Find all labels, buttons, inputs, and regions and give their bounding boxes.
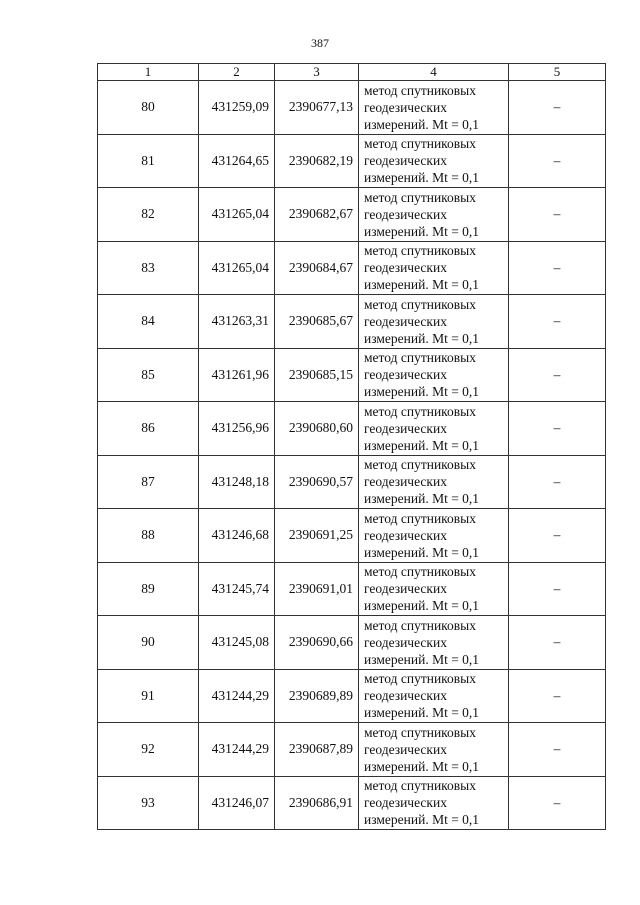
point-number-cell: 85 — [98, 348, 199, 402]
x-coordinate-cell: 431248,18 — [199, 455, 275, 509]
note-cell: – — [509, 669, 606, 723]
y-coordinate-cell: 2390677,13 — [275, 81, 359, 135]
table-row — [98, 81, 606, 135]
y-coordinate-cell: 2390685,67 — [275, 295, 359, 349]
table-row — [98, 134, 606, 188]
note-cell: – — [509, 81, 606, 135]
coordinates-table — [97, 63, 606, 830]
table-row — [98, 455, 606, 509]
note-cell: – — [509, 562, 606, 616]
note-cell: – — [509, 241, 606, 295]
point-number-cell: 87 — [98, 455, 199, 509]
x-coordinate-cell: 431245,08 — [199, 616, 275, 670]
column-header-1: 1 — [98, 64, 199, 81]
x-coordinate-cell: 431246,68 — [199, 509, 275, 563]
y-coordinate-cell: 2390691,25 — [275, 509, 359, 563]
method-description-cell: метод спутниковых геодезических измерений. Mt = 0,1 — [359, 188, 509, 242]
x-coordinate-cell: 431245,74 — [199, 562, 275, 616]
point-number-cell: 88 — [98, 509, 199, 563]
x-coordinate-cell: 431259,09 — [199, 81, 275, 135]
note-cell: – — [509, 188, 606, 242]
point-number-cell: 91 — [98, 669, 199, 723]
note-cell: – — [509, 455, 606, 509]
y-coordinate-cell: 2390690,66 — [275, 616, 359, 670]
table-header-row — [98, 64, 606, 81]
x-coordinate-cell: 431263,31 — [199, 295, 275, 349]
x-coordinate-cell: 431244,29 — [199, 723, 275, 777]
point-number-cell: 92 — [98, 723, 199, 777]
note-cell: – — [509, 295, 606, 349]
x-coordinate-cell: 431256,96 — [199, 402, 275, 456]
method-description-cell: метод спутниковых геодезических измерений. Mt = 0,1 — [359, 509, 509, 563]
table-row — [98, 241, 606, 295]
method-description-cell: метод спутниковых геодезических измерений. Mt = 0,1 — [359, 241, 509, 295]
method-description-cell: метод спутниковых геодезических измерений. Mt = 0,1 — [359, 81, 509, 135]
y-coordinate-cell: 2390690,57 — [275, 455, 359, 509]
table-row — [98, 616, 606, 670]
table-row — [98, 776, 606, 830]
note-cell: – — [509, 134, 606, 188]
point-number-cell: 82 — [98, 188, 199, 242]
x-coordinate-cell: 431244,29 — [199, 669, 275, 723]
y-coordinate-cell: 2390684,67 — [275, 241, 359, 295]
column-header-5: 5 — [509, 64, 606, 81]
y-coordinate-cell: 2390682,19 — [275, 134, 359, 188]
note-cell: – — [509, 509, 606, 563]
point-number-cell: 86 — [98, 402, 199, 456]
method-description-cell: метод спутниковых геодезических измерений. Mt = 0,1 — [359, 723, 509, 777]
table-row — [98, 723, 606, 777]
table-row — [98, 669, 606, 723]
note-cell: – — [509, 723, 606, 777]
x-coordinate-cell: 431264,65 — [199, 134, 275, 188]
point-number-cell: 93 — [98, 776, 199, 830]
x-coordinate-cell: 431265,04 — [199, 188, 275, 242]
method-description-cell: метод спутниковых геодезических измерений. Mt = 0,1 — [359, 134, 509, 188]
point-number-cell: 81 — [98, 134, 199, 188]
method-description-cell: метод спутниковых геодезических измерений. Mt = 0,1 — [359, 348, 509, 402]
method-description-cell: метод спутниковых геодезических измерений. Mt = 0,1 — [359, 455, 509, 509]
note-cell: – — [509, 348, 606, 402]
table-row — [98, 348, 606, 402]
y-coordinate-cell: 2390680,60 — [275, 402, 359, 456]
y-coordinate-cell: 2390685,15 — [275, 348, 359, 402]
x-coordinate-cell: 431246,07 — [199, 776, 275, 830]
table-row — [98, 402, 606, 456]
note-cell: – — [509, 776, 606, 830]
method-description-cell: метод спутниковых геодезических измерений. Mt = 0,1 — [359, 616, 509, 670]
method-description-cell: метод спутниковых геодезических измерений. Mt = 0,1 — [359, 669, 509, 723]
x-coordinate-cell: 431261,96 — [199, 348, 275, 402]
table-row — [98, 188, 606, 242]
y-coordinate-cell: 2390687,89 — [275, 723, 359, 777]
method-description-cell: метод спутниковых геодезических измерений. Mt = 0,1 — [359, 776, 509, 830]
note-cell: – — [509, 616, 606, 670]
page-number: 387 — [311, 36, 329, 50]
y-coordinate-cell: 2390689,89 — [275, 669, 359, 723]
method-description-cell: метод спутниковых геодезических измерений. Mt = 0,1 — [359, 295, 509, 349]
table-row — [98, 562, 606, 616]
x-coordinate-cell: 431265,04 — [199, 241, 275, 295]
y-coordinate-cell: 2390691,01 — [275, 562, 359, 616]
point-number-cell: 89 — [98, 562, 199, 616]
point-number-cell: 84 — [98, 295, 199, 349]
method-description-cell: метод спутниковых геодезических измерений. Mt = 0,1 — [359, 402, 509, 456]
point-number-cell: 83 — [98, 241, 199, 295]
y-coordinate-cell: 2390682,67 — [275, 188, 359, 242]
y-coordinate-cell: 2390686,91 — [275, 776, 359, 830]
column-header-4: 4 — [359, 64, 509, 81]
column-header-2: 2 — [199, 64, 275, 81]
point-number-cell: 90 — [98, 616, 199, 670]
method-description-cell: метод спутниковых геодезических измерений. Mt = 0,1 — [359, 562, 509, 616]
point-number-cell: 80 — [98, 81, 199, 135]
table-row — [98, 295, 606, 349]
table-body — [98, 81, 606, 830]
column-header-3: 3 — [275, 64, 359, 81]
table-row — [98, 509, 606, 563]
note-cell: – — [509, 402, 606, 456]
